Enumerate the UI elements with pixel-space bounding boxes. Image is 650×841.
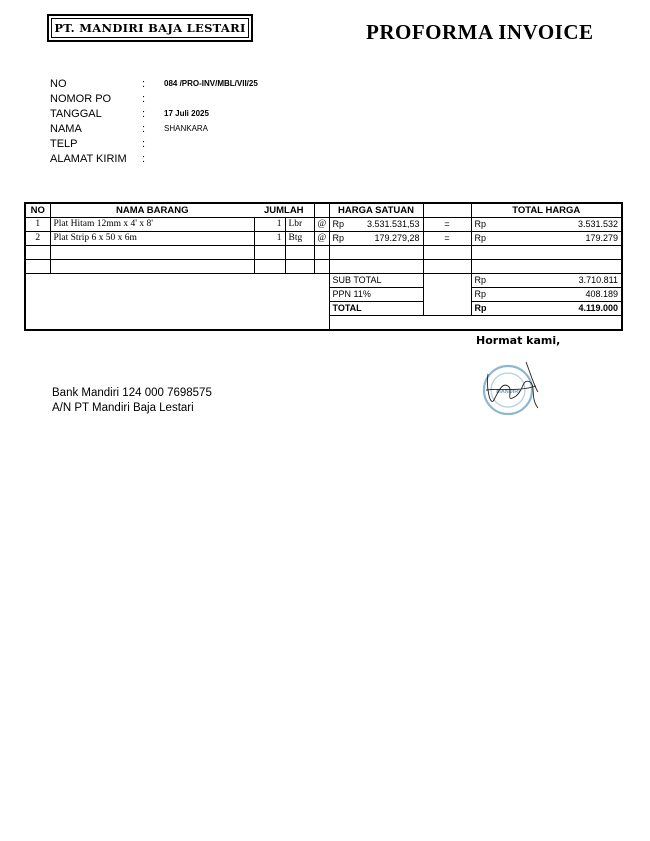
row-price-currency: Rp	[332, 233, 345, 243]
row-total: 179.279	[585, 233, 618, 243]
info-row-no	[50, 76, 258, 91]
invoice-date: 17 Juli 2025	[164, 109, 209, 118]
row-total-currency: Rp	[474, 233, 487, 243]
company-stamp-signature	[478, 352, 550, 422]
info-label-po: NOMOR PO	[50, 92, 112, 105]
info-row-po	[50, 91, 258, 106]
table-row-empty	[25, 246, 622, 260]
row-qty: 1	[254, 218, 285, 232]
row-eq: =	[423, 232, 471, 246]
customer-name: SHANKARA	[164, 124, 209, 133]
header-at	[314, 203, 329, 218]
row-item: Plat Hitam 12mm x 4' x 8'	[50, 218, 254, 232]
info-colon: :	[142, 77, 146, 90]
info-row-address	[50, 151, 258, 166]
row-price: 3.531.531,53	[366, 219, 420, 229]
row-no: 1	[25, 218, 50, 232]
header-no: NO	[25, 203, 50, 218]
ppn-cell	[471, 288, 622, 302]
total-currency: Rp	[474, 303, 487, 313]
info-label-no: NO	[50, 77, 67, 90]
info-colon: :	[142, 137, 146, 150]
table-row	[25, 232, 622, 246]
header-qty: JUMLAH	[254, 203, 314, 218]
info-colon: :	[142, 92, 146, 105]
info-row-phone	[50, 136, 258, 151]
total-cell	[471, 302, 622, 316]
subtotal-cell	[471, 274, 622, 288]
header-total: TOTAL HARGA	[471, 203, 622, 218]
row-unit: Lbr	[285, 218, 314, 232]
row-total-cell	[471, 232, 622, 246]
stamp-text: MANDIRI	[496, 389, 520, 395]
row-at: @	[314, 232, 329, 246]
ppn-value: 408.189	[585, 289, 618, 299]
info-row-name	[50, 121, 258, 136]
subtotal-currency: Rp	[474, 275, 487, 285]
row-total-currency: Rp	[474, 219, 487, 229]
info-colon: :	[142, 107, 146, 120]
bank-details	[52, 386, 212, 416]
ppn-label: PPN 11%	[329, 288, 423, 302]
row-price-cell	[329, 218, 423, 232]
row-unit: Btg	[285, 232, 314, 246]
invoice-number: 084 /PRO-INV/MBL/VII/25	[164, 79, 258, 88]
info-colon: :	[142, 122, 146, 135]
row-qty: 1	[254, 232, 285, 246]
info-label-phone: TELP	[50, 137, 78, 150]
bank-account: Bank Mandiri 124 000 7698575	[52, 387, 212, 399]
info-row-date	[50, 106, 258, 121]
company-name: PT. MANDIRI BAJA LESTARI	[51, 18, 249, 38]
total-value: 4.119.000	[578, 303, 618, 313]
table-row	[25, 218, 622, 232]
row-price-cell	[329, 232, 423, 246]
table-row-empty	[25, 260, 622, 274]
subtotal-value: 3.710.811	[578, 275, 618, 285]
header-item: NAMA BARANG	[50, 203, 254, 218]
row-price: 179.279,28	[374, 233, 420, 243]
row-at: @	[314, 218, 329, 232]
ppn-currency: Rp	[474, 289, 487, 299]
row-total-cell	[471, 218, 622, 232]
header-price: HARGA SATUAN	[329, 203, 423, 218]
row-no: 2	[25, 232, 50, 246]
info-label-address: ALAMAT KIRIM	[50, 152, 127, 165]
company-name-box	[47, 14, 253, 42]
table-header-row	[25, 203, 622, 218]
row-eq: =	[423, 218, 471, 232]
signature-greeting: Hormat kami,	[476, 334, 561, 347]
row-item: Plat Strip 6 x 50 x 6m	[50, 232, 254, 246]
info-label-date: TANGGAL	[50, 107, 102, 120]
row-price-currency: Rp	[332, 219, 345, 229]
info-label-name: NAMA	[50, 122, 82, 135]
document-title: PROFORMA INVOICE	[366, 20, 594, 44]
row-total: 3.531.532	[577, 219, 618, 229]
subtotal-label: SUB TOTAL	[329, 274, 423, 288]
total-label: TOTAL	[329, 302, 423, 316]
invoice-info	[50, 76, 258, 166]
header-eq	[423, 203, 471, 218]
invoice-table	[24, 202, 623, 331]
summary-subtotal-row	[25, 274, 622, 288]
info-colon: :	[142, 152, 146, 165]
bank-account-name: A/N PT Mandiri Baja Lestari	[52, 402, 194, 414]
